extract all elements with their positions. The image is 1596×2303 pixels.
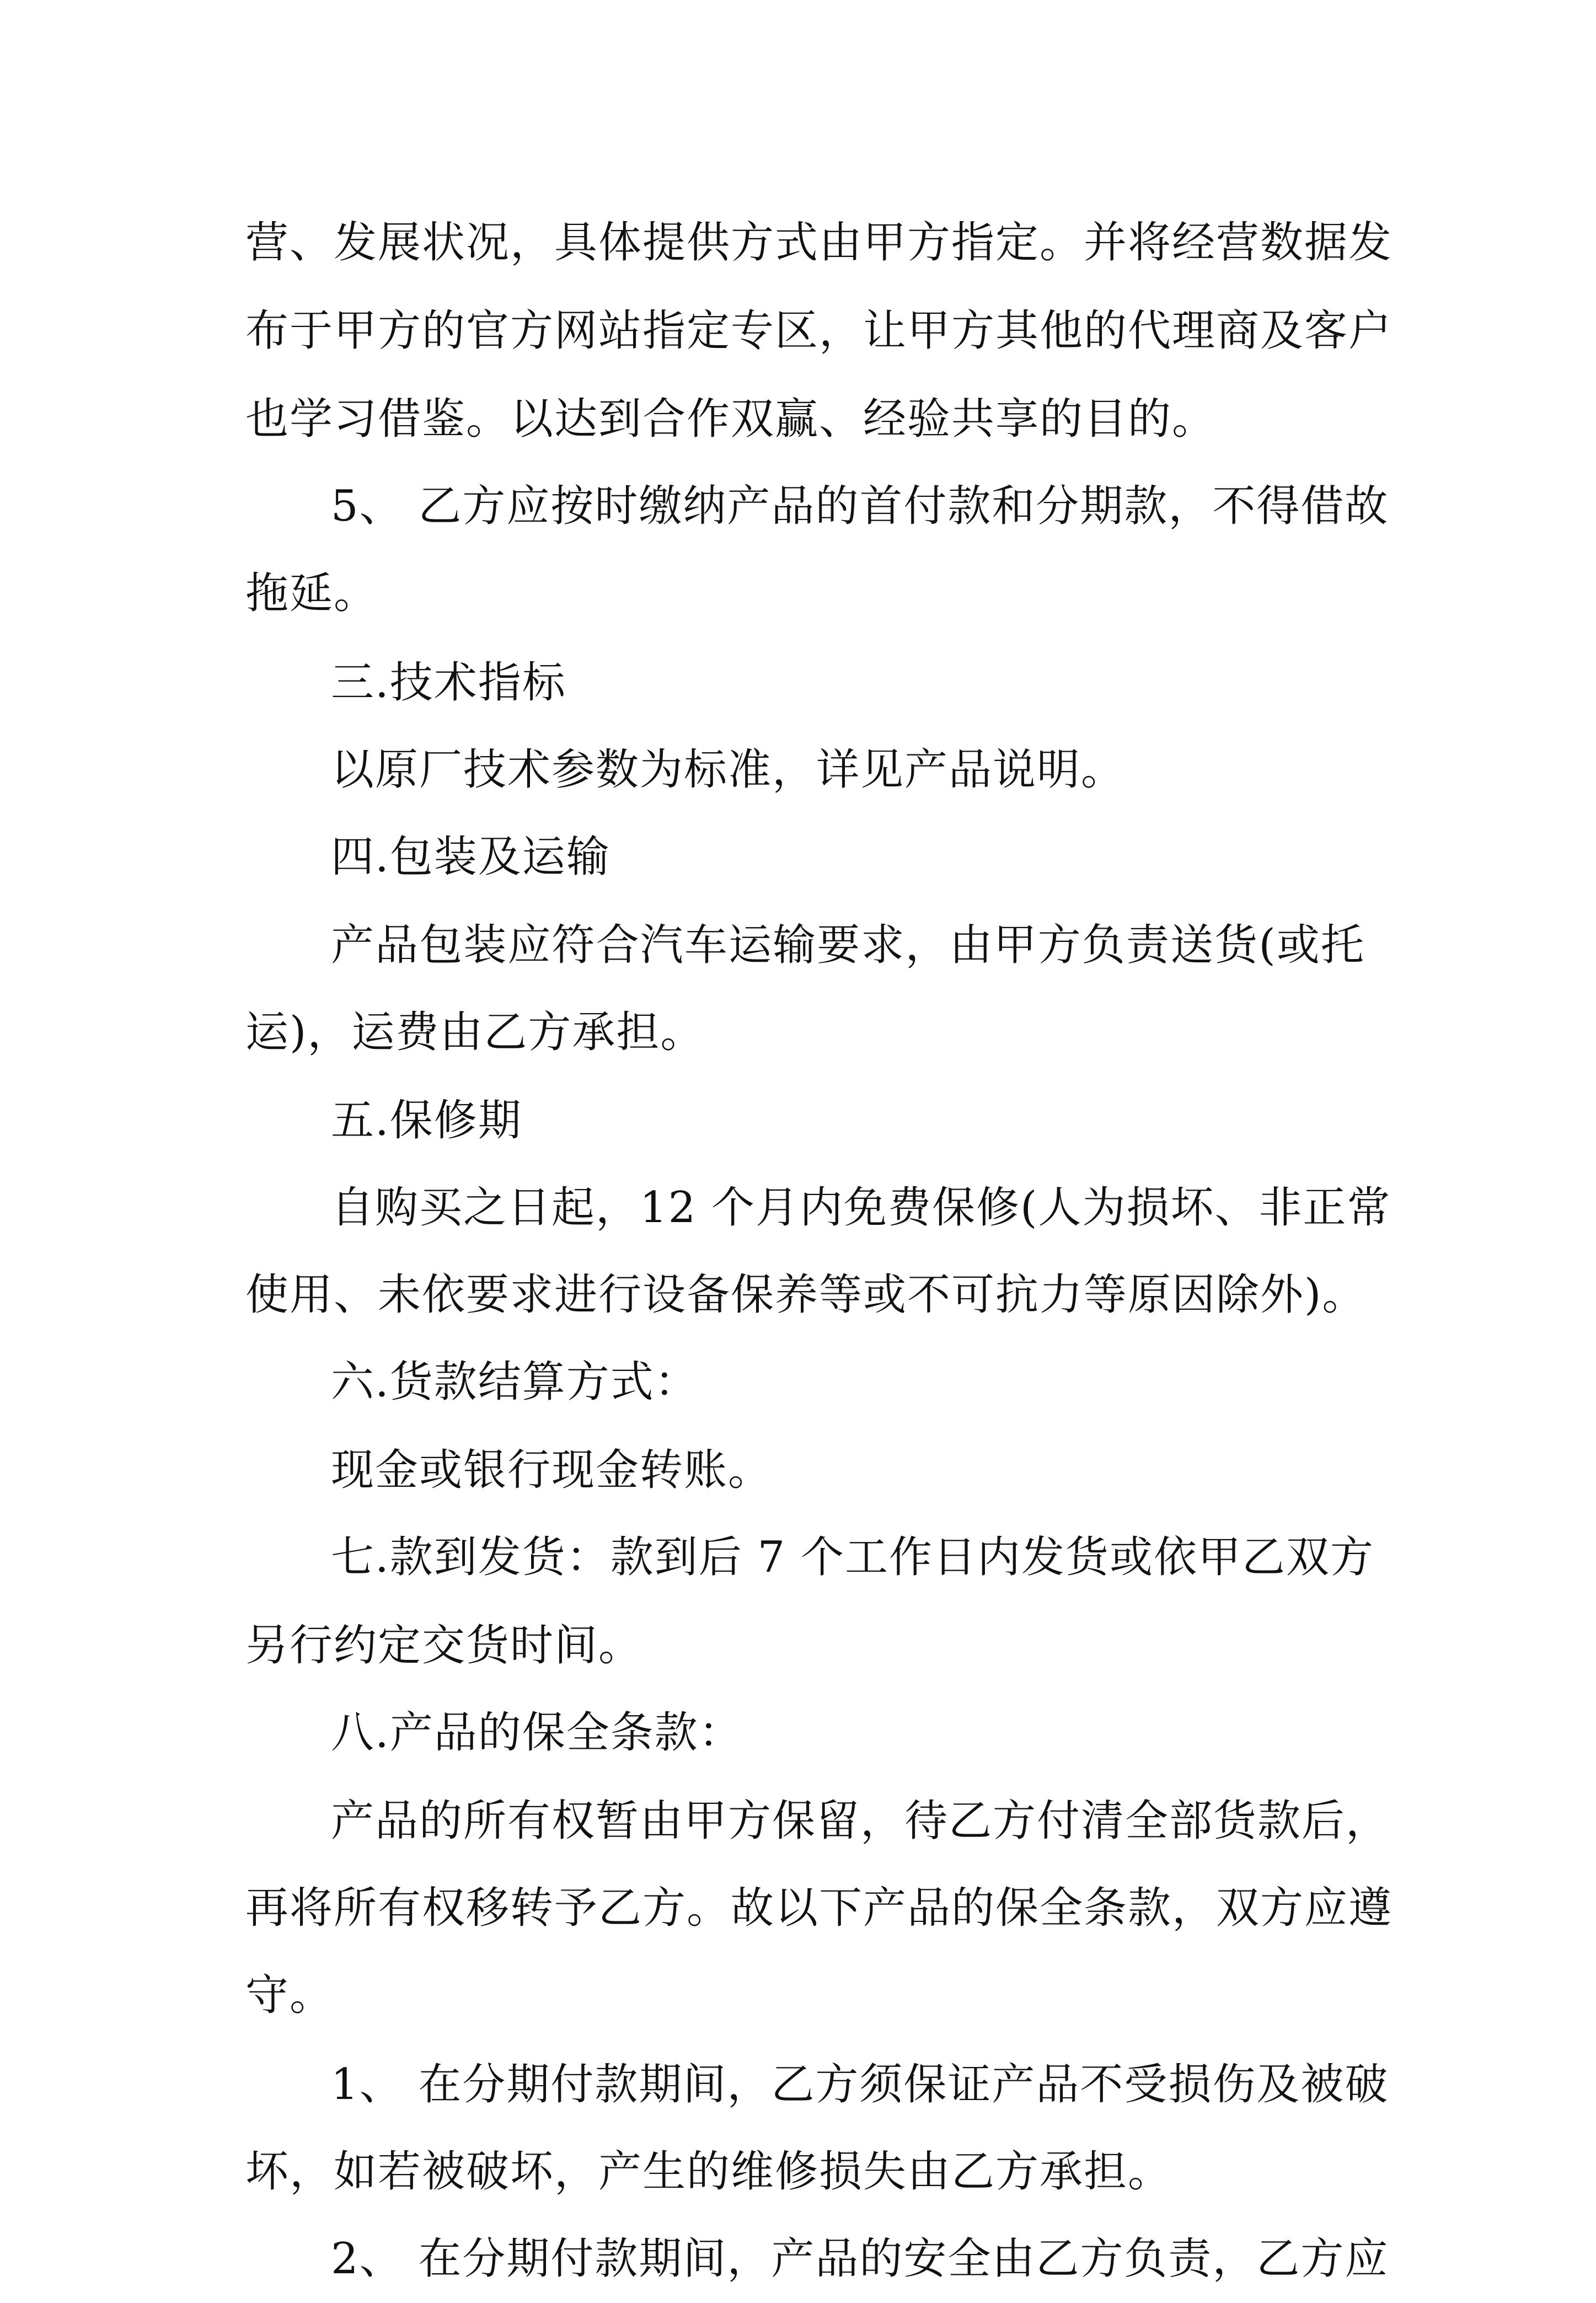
text-line [0, 1864, 1596, 1952]
section-heading: 五.保修期 [331, 1096, 522, 1145]
text-line [0, 1164, 1596, 1252]
paragraph-text: 运)，运费由乙方承担。 [245, 1008, 705, 1057]
section-heading: 四.包装及运输 [331, 832, 610, 882]
text-line [0, 1251, 1596, 1339]
section-heading: 七.款到发货：款到后 7 个工作日内发货或依甲乙双方 [331, 1533, 1375, 1582]
section-heading: 三.技术指标 [331, 658, 566, 708]
paragraph-text: 布于甲方的官方网站指定专区，让甲方其他的代理商及客户 [245, 306, 1393, 356]
text-line [0, 1689, 1596, 1777]
text-line [0, 549, 1596, 638]
paragraph-text: 坏，如若被破坏，产生的维修损失由乙方承担。 [245, 2147, 1172, 2197]
paragraph-text: 守。 [245, 1970, 334, 2020]
text-line [0, 1951, 1596, 2039]
text-line [0, 462, 1596, 550]
text-line [0, 813, 1596, 901]
text-line [0, 901, 1596, 989]
list-item-text: 1、 在分期付款期间，乙方须保证产品不受损伤及被破 [331, 2060, 1389, 2109]
paragraph-text: 拖延。 [245, 569, 378, 618]
text-line [0, 1426, 1596, 1514]
paragraph-text: 现金或银行现金转账。 [331, 1445, 773, 1495]
section-heading: 六.货款结算方式： [331, 1357, 699, 1407]
text-line [0, 1513, 1596, 1602]
paragraph-text: 使用、未依要求进行设备保养等或不可抗力等原因除外)。 [245, 1270, 1367, 1320]
paragraph-text: 也学习借鉴。以达到合作双赢、经验共享的目的。 [245, 394, 1217, 444]
paragraph-text: 产品包装应符合汽车运输要求，由甲方负责送货(或托 [331, 920, 1365, 970]
paragraph-text: 营、发展状况，具体提供方式由甲方指定。并将经营数据发 [245, 218, 1393, 267]
paragraph-text: 另行约定交货时间。 [245, 1621, 643, 1670]
paragraph-text: 自购买之日起，12 个月内免费保修(人为损坏、非正常 [331, 1183, 1391, 1233]
list-item-text: 5、 乙方应按时缴纳产品的首付款和分期款，不得借故 [331, 481, 1389, 531]
text-line [0, 2040, 1596, 2129]
text-line [0, 199, 1596, 287]
text-line [0, 726, 1596, 814]
text-line [0, 1602, 1596, 1690]
text-line [0, 287, 1596, 375]
text-line [0, 2215, 1596, 2284]
text-line [0, 1338, 1596, 1426]
text-line [0, 375, 1596, 463]
paragraph-text: 再将所有权移转予乙方。故以下产品的保全条款，双方应遵 [245, 1883, 1393, 1933]
text-line [0, 1076, 1596, 1165]
paragraph-text: 产品的所有权暂由甲方保留，待乙方付清全部货款后， [331, 1796, 1390, 1846]
section-heading: 八.产品的保全条款： [331, 1708, 743, 1758]
text-line [0, 1777, 1596, 1865]
text-line [0, 2128, 1596, 2216]
paragraph-text: 以原厂技术参数为标准，详见产品说明。 [331, 745, 1126, 795]
list-item-text: 2、 在分期付款期间，产品的安全由乙方负责，乙方应 [331, 2234, 1389, 2284]
text-line [0, 988, 1596, 1076]
text-line [0, 639, 1596, 727]
